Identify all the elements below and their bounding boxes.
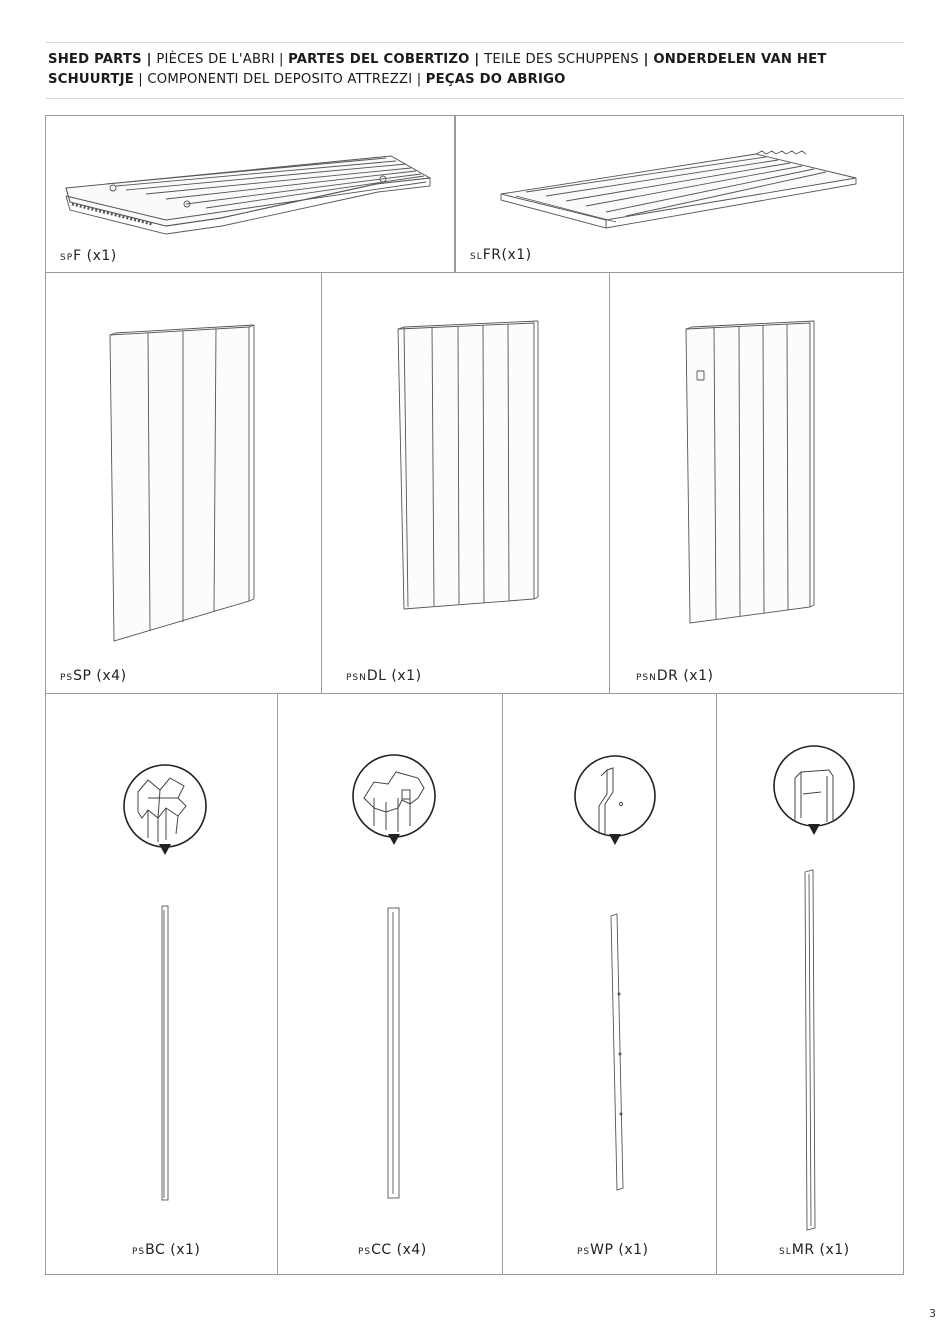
part-prefix: PSN bbox=[346, 673, 367, 683]
header-segment: ONDERDELEN VAN HET SCHUURTJE bbox=[48, 52, 827, 87]
door-left-illustration bbox=[322, 273, 611, 695]
part-label-pswp bbox=[577, 1242, 649, 1258]
part-cell-pswp bbox=[502, 693, 717, 1275]
part-code: MR bbox=[791, 1242, 815, 1258]
door-right-illustration bbox=[610, 273, 905, 695]
part-cell-psndl bbox=[321, 272, 610, 694]
part-cell-spf bbox=[45, 115, 455, 273]
header-top-rule bbox=[46, 42, 904, 43]
wall-profile-illustration bbox=[503, 694, 718, 1276]
part-qty: (x1) bbox=[501, 247, 532, 263]
part-qty: (x1) bbox=[81, 248, 117, 264]
part-qty: (x1) bbox=[165, 1242, 201, 1258]
part-label-pscc bbox=[358, 1242, 427, 1258]
part-label-spf bbox=[60, 248, 117, 264]
part-cell-pssp bbox=[45, 272, 322, 694]
part-label-psbc bbox=[132, 1242, 200, 1258]
back-corner-illustration bbox=[46, 694, 279, 1276]
part-code: DR bbox=[656, 668, 679, 684]
part-qty: (x1) bbox=[613, 1242, 649, 1258]
part-cell-slfr bbox=[455, 115, 904, 273]
header-segment: TEILE DES SCHUPPENS bbox=[484, 52, 639, 67]
part-code: F bbox=[73, 248, 82, 264]
header-segment: | bbox=[141, 52, 157, 67]
part-label-pssp bbox=[60, 668, 127, 684]
header-segment: PEÇAS DO ABRIGO bbox=[425, 72, 566, 87]
header-bottom-rule bbox=[46, 98, 904, 99]
part-cell-psbc bbox=[45, 693, 278, 1275]
part-code: SP bbox=[73, 668, 92, 684]
side-panel-illustration bbox=[46, 273, 323, 695]
header-segment: | bbox=[274, 52, 289, 67]
part-prefix: PS bbox=[358, 1247, 372, 1257]
part-cell-psndr bbox=[609, 272, 904, 694]
header-segment: | bbox=[638, 52, 654, 67]
part-label-psndr bbox=[636, 668, 713, 684]
part-cell-slmr bbox=[716, 693, 904, 1275]
header-segment: COMPONENTI DEL DEPOSITO ATTREZZI bbox=[147, 72, 413, 87]
header-segment: PIÈCES DE L'ABRI bbox=[156, 52, 275, 67]
part-label-slfr bbox=[470, 247, 532, 263]
part-prefix: SL bbox=[779, 1247, 792, 1257]
part-prefix: SL bbox=[470, 252, 483, 262]
corner-connector-illustration bbox=[278, 694, 504, 1276]
part-code: DL bbox=[366, 668, 387, 684]
part-qty: (x1) bbox=[386, 668, 422, 684]
part-qty: (x4) bbox=[391, 1242, 427, 1258]
part-code: CC bbox=[371, 1242, 392, 1258]
header-segment: SHED PARTS bbox=[48, 52, 142, 67]
header-segment: | bbox=[133, 72, 148, 87]
part-prefix: SP bbox=[60, 253, 74, 263]
part-prefix: PS bbox=[132, 1247, 146, 1257]
part-qty: (x4) bbox=[91, 668, 127, 684]
part-prefix: PS bbox=[577, 1247, 591, 1257]
header-segment: | bbox=[412, 72, 426, 87]
part-cell-pscc bbox=[277, 693, 503, 1275]
part-prefix: PS bbox=[60, 673, 74, 683]
part-code: WP bbox=[590, 1242, 614, 1258]
metal-rail-illustration bbox=[717, 694, 905, 1276]
part-code: BC bbox=[145, 1242, 166, 1258]
part-label-slmr bbox=[779, 1242, 850, 1258]
part-qty: (x1) bbox=[814, 1242, 850, 1258]
part-prefix: PSN bbox=[636, 673, 657, 683]
header-segment: | bbox=[469, 52, 485, 67]
part-qty: (x1) bbox=[678, 668, 714, 684]
page-header bbox=[48, 50, 908, 90]
part-code: FR bbox=[482, 247, 502, 263]
page-number: 3 bbox=[929, 1307, 936, 1320]
part-label-psndl bbox=[346, 668, 422, 684]
header-segment: PARTES DEL COBERTIZO bbox=[288, 52, 470, 67]
